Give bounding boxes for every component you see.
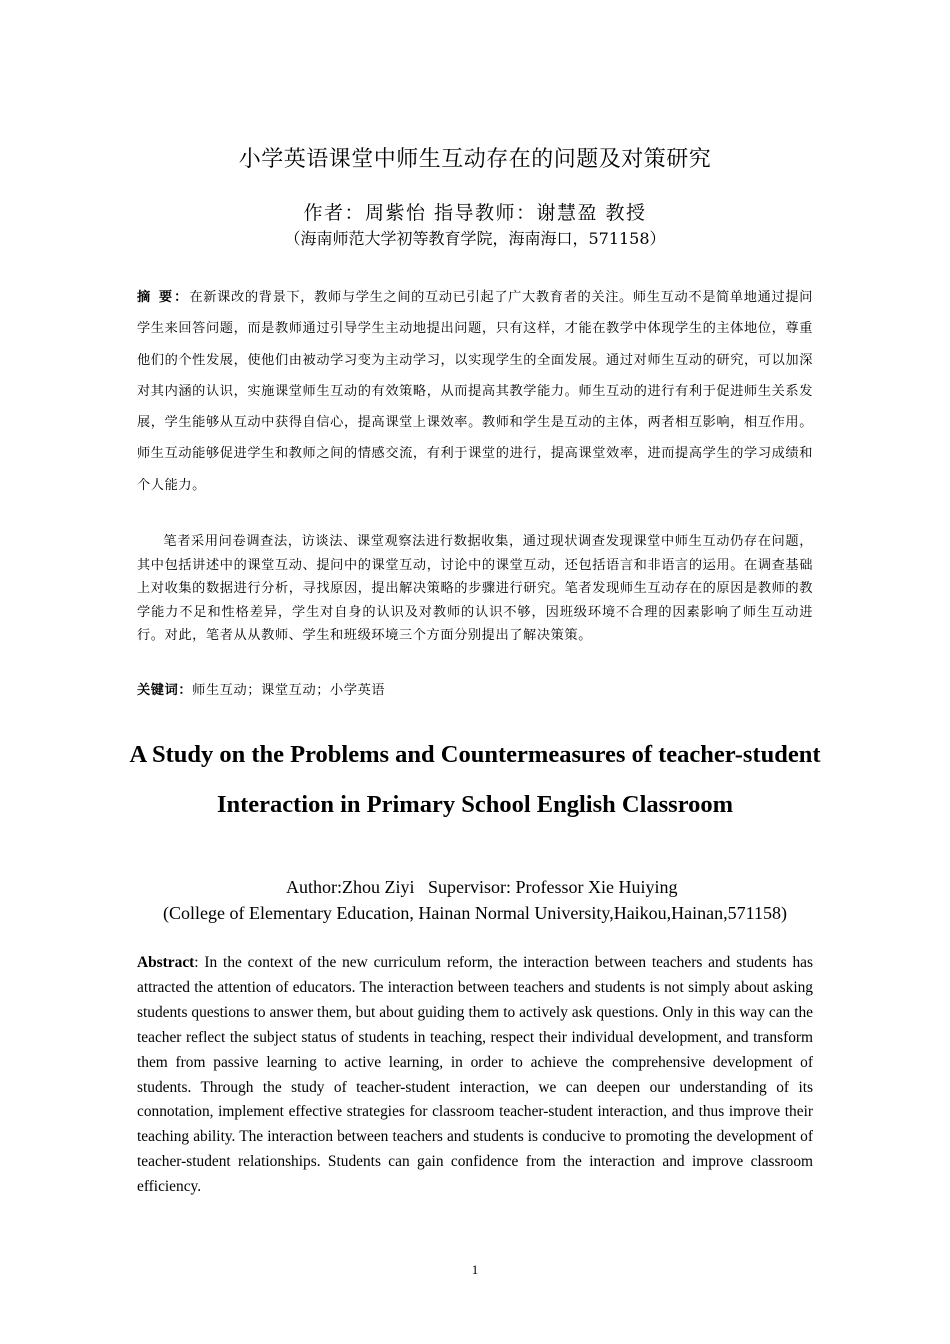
chinese-keywords [137, 679, 813, 698]
chinese-affiliation: （海南师范大学初等教育学院，海南海口，571158） [284, 229, 666, 248]
english-abstract-label: Abstract [137, 954, 195, 971]
chinese-abstract [137, 282, 813, 501]
chinese-abstract-text: 在新课改的背景下，教师与学生之间的互动已引起了广大教育者的关注。师生互动不是简单地通过提问学生来回答问题，而是教师通过引导学生主动地提出问题，只有这样，才能在教学中体现学生的主体地位，尊重他们的个性发展，使他们由被动学习变为主动学习，以实现学生的全面发展。通过对师生互动的研究，可以加深对其内涵的认识，实施课堂师生互动的有效策略，从而提高其教学能力。师生互动的进行有利于促进师生关系发展，学生能够从互动中获得自信心，提高课堂上课效率。教师和学生是互动的主体，两者相互影响，相互作用。师生互动能够促进学生和教师之间的情感交流，有利于课堂的进行，提高课堂效率，进而提高学生的学习成绩和个人能力。 [137, 290, 813, 493]
chinese-authors: 作者：周紫怡 指导教师：谢慧盈 教授 [303, 202, 647, 224]
english-title: A Study on the Problems and Countermeasures of teacher-student Interaction in Primary School English Classroom [129, 741, 821, 818]
chinese-abstract-paragraph-2: 笔者采用问卷调查法，访谈法、课堂观察法进行数据收集，通过现状调查发现课堂中师生互动仍存在问题，其中包括讲述中的课堂互动、提问中的课堂互动，讨论中的课堂互动，还包括语言和非语言的运用。在调查基础上对收集的数据进行分析，寻找原因，提出解决策略的步骤进行研究。笔者发现师生互动存在的原因是教师的教学能力不足和性格差异，学生对自身的认识及对教师的认识不够，因班级环境不合理的因素影响了师生互动进行。对此，笔者从从教师、学生和班级环境三个方面分别提出了解决策策。 [137, 534, 813, 643]
chinese-title: 小学英语课堂中师生互动存在的问题及对策研究 [238, 147, 712, 172]
english-abstract-text: : In the context of the new curriculum reform, the interaction between teachers and students has attracted the attention of educators. The interaction between teachers and students is not simply about asking students questions to answer them, but about guiding them to actively ask questions. Only in this way can the teacher reflect the subject status of students in teaching, respect their individual development, and transform them from passive learning to active learning, in order to achieve the comprehensive development of students. Through the study of teacher-student interaction, we can deepen our understanding of its connotation, implement effective strategies for classroom teacher-student interaction, and thus improve their teaching ability. The interaction between teachers and students is conducive to promoting the development of teacher-student relationships. Students can gain confidence from the interaction and improve classroom efficiency. [137, 954, 813, 1196]
page-number: 1 [471, 1262, 479, 1277]
chinese-abstract-label: 摘 要： [137, 290, 190, 305]
english-authors: Author:Zhou Ziyi Supervisor: Professor Xie Huiying [286, 877, 678, 897]
chinese-keywords-label: 关键词： [137, 683, 193, 698]
english-abstract [137, 951, 813, 1200]
chinese-keywords-text: 师生互动；课堂互动；小学英语 [192, 683, 386, 698]
english-affiliation: (College of Elementary Education, Hainan Normal University,Haikou,Hainan,571158) [163, 903, 787, 923]
